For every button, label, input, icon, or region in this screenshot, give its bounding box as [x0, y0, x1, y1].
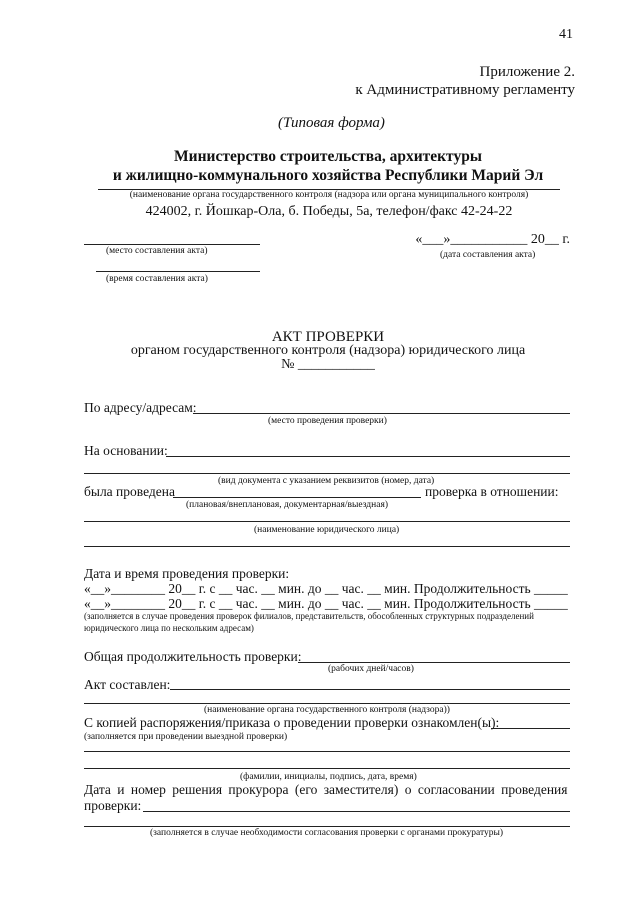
prosecutor-line-2[interactable]	[84, 826, 570, 827]
place-line[interactable]	[84, 244, 260, 245]
prosecutor-caption: (заполняется в случае необходимости согласования проверки с органами прокуратуры)	[150, 828, 504, 838]
composed-caption: (наименование органа государственного контроля (надзора))	[204, 705, 450, 715]
page-number: 41	[559, 27, 573, 42]
org-caption: (наименование органа государственного контроля (надзора или органа муниципального контроля)	[129, 190, 529, 200]
basis-label: На основании:	[84, 443, 168, 458]
ministry-line1: Министерство строительства, архитектуры	[174, 148, 482, 165]
signature-line-1[interactable]	[84, 751, 570, 752]
branches-note-1: (заполняется в случае проведения проверок филиалов, представительств, обособленных структурных подразделений	[84, 611, 534, 621]
datetime-label: Дата и время проведения проверки:	[84, 566, 290, 581]
conducted-suffix: проверка в отношении:	[425, 484, 559, 499]
copy-label: С копией распоряжения/приказа о проведении проверки ознакомлен(ы):	[84, 715, 500, 730]
total-caption: (рабочих дней/часов)	[328, 664, 414, 674]
composed-label: Акт составлен:	[84, 677, 171, 692]
basis-line-1[interactable]	[166, 456, 570, 457]
basis-line-2[interactable]	[84, 473, 570, 474]
copy-note: (заполняется при проведении выездной проверки)	[84, 732, 288, 742]
entity-caption: (наименование юридического лица)	[254, 525, 400, 535]
datetime-row-1[interactable]: «__»________ 20__ г. с __ час. __ мин. до __ час. __ мин. Продолжительность _____	[84, 581, 568, 596]
prosecutor-line1: Дата и номер решения прокурора (его заместителя) о согласовании проведения	[84, 782, 568, 797]
conducted-line[interactable]	[173, 497, 421, 498]
time-caption: (время составления акта)	[106, 274, 208, 284]
address-caption: (место проведения проверки)	[268, 416, 387, 426]
entity-line-2[interactable]	[84, 546, 570, 547]
org-address: 424002, г. Йошкар-Ола, б. Победы, 5а, телефон/факс 42-24-22	[145, 204, 513, 219]
act-number[interactable]: № ___________	[281, 357, 375, 372]
composed-line-1[interactable]	[170, 689, 570, 690]
prosecutor-line-1[interactable]	[143, 811, 570, 812]
prosecutor-line2-label: проверки:	[84, 798, 142, 813]
entity-line-1[interactable]	[84, 521, 570, 522]
date-line[interactable]: «___»___________ 20__ г.	[415, 232, 570, 247]
appendix-line2: к Административному регламенту	[355, 82, 575, 98]
ministry-line2: и жилищно-коммунального хозяйства Республики Марий Эл	[112, 167, 544, 184]
time-line[interactable]	[96, 271, 260, 272]
basis-caption: (вид документа с указанием реквизитов (номер, дата)	[218, 476, 435, 486]
signature-line-2[interactable]	[84, 768, 570, 769]
conducted-caption: (плановая/внеплановая, документарная/выездная)	[186, 500, 388, 510]
act-title: АКТ ПРОВЕРКИ	[271, 329, 385, 345]
place-caption: (место составления акта)	[106, 246, 208, 256]
total-label: Общая продолжительность проверки:	[84, 649, 302, 664]
copy-line[interactable]	[491, 728, 570, 729]
total-line[interactable]	[298, 662, 570, 663]
address-label: По адресу/адресам:	[84, 400, 197, 415]
act-subtitle: органом государственного контроля (надзора) юридического лица	[130, 343, 526, 358]
signature-caption: (фамилии, инициалы, подпись, дата, время)	[240, 772, 417, 782]
branches-note-2: юридического лица по нескольким адресам)	[84, 623, 254, 633]
datetime-row-2[interactable]: «__»________ 20__ г. с __ час. __ мин. до __ час. __ мин. Продолжительность _____	[84, 596, 568, 611]
appendix-line1: Приложение 2.	[479, 64, 575, 80]
conducted-label: была проведена	[84, 484, 175, 499]
date-caption: (дата составления акта)	[440, 250, 536, 260]
address-line[interactable]	[193, 413, 570, 414]
form-type: (Типовая форма)	[278, 115, 385, 131]
composed-line-2[interactable]	[84, 703, 570, 704]
